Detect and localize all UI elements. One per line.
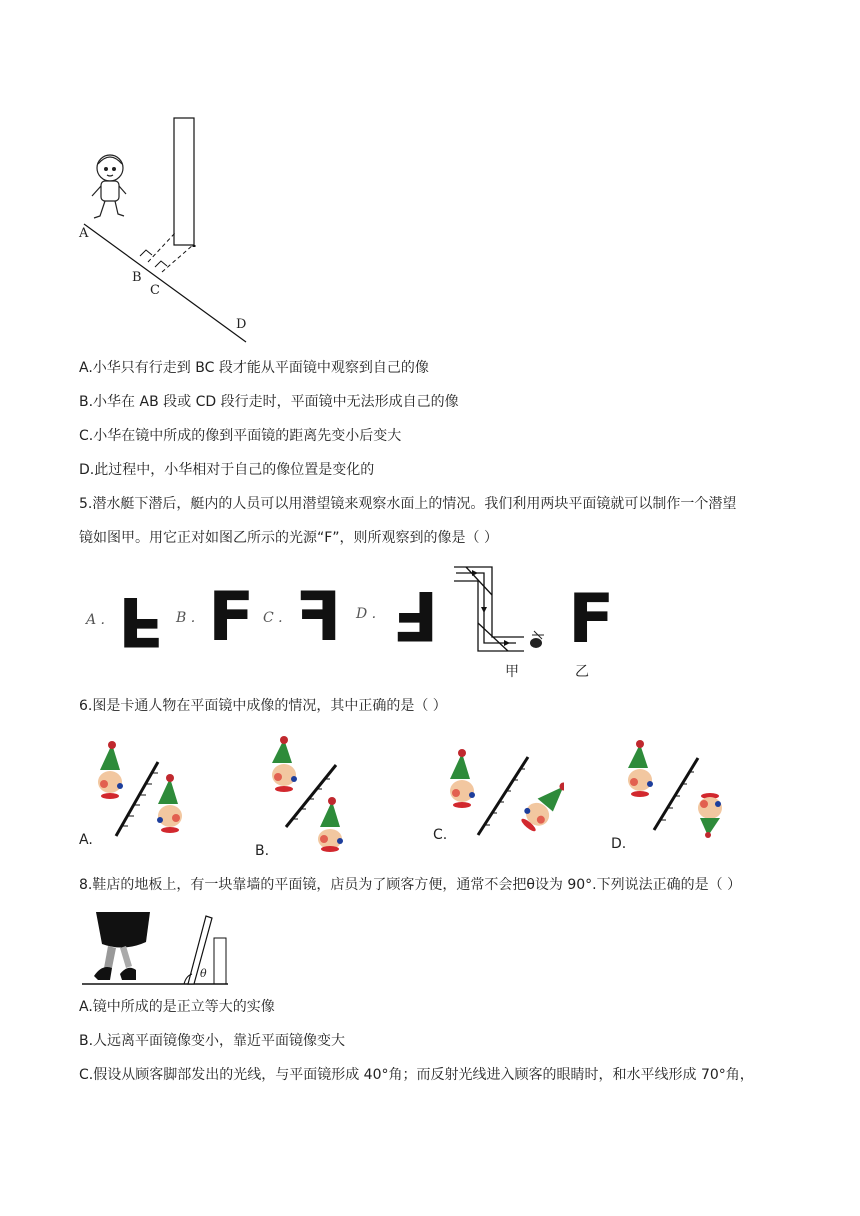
point-label-b: B [132,270,142,285]
q4-option-a: A.小华只有行走到 BC 段才能从平面镜中观察到自己的像 [79,360,429,376]
q6-option-d-label: D. [611,836,627,852]
mirror-walkway-figure [72,112,262,348]
caption-yi: 乙 [575,664,589,680]
q8-option-c: C.假设从顾客脚部发出的光线，与平面镜形成 40°角；而反射光线进入顾客的眼睛时，和水平线形成 70°角， [79,1067,754,1083]
q6-option-d-figure [624,738,734,838]
q6-option-b-figure [266,735,376,855]
q4-option-b: B.小华在 AB 段或 CD 段行走时，平面镜中无法形成自己的像 [79,394,459,410]
q6-text: 6.图是卡通人物在平面镜中成像的情况，其中正确的是（ ） [79,698,447,714]
point-label-c: C [150,283,160,298]
q5-option-b-label: B . [176,610,196,626]
q5-option-c-glyph: F [295,578,342,657]
q6-option-a-figure [90,740,200,840]
point-label-a: A [79,226,89,241]
q5-option-a-glyph: F [118,581,165,660]
q5-text-line2: 镜如图甲。用它正对如图乙所示的光源“F”，则所观察到的像是（ ） [79,530,499,546]
theta-label: θ [200,967,207,980]
periscope-diagram [452,565,560,655]
q6-option-a-label: A. [79,832,93,848]
q5-option-d-glyph: F [392,575,439,654]
q6-option-c-figure [444,745,564,840]
q5-option-b-glyph: F [208,578,255,657]
caption-jia: 甲 [505,664,519,680]
child-figure [92,155,126,218]
q8-text: 8.鞋店的地板上，有一块靠墙的平面镜，店员为了顾客方便，通常不会把θ设为 90°.下列说法正确的是（ ） [79,877,742,893]
q4-option-d: D.此过程中，小华相对于自己的像位置是变化的 [79,462,375,478]
point-label-d: D [236,317,247,332]
q5-option-a-label: A . [86,612,106,628]
q5-option-d-label: D . [356,606,377,622]
q6-option-c-label: C. [433,827,448,843]
q6-option-b-label: B. [255,843,270,859]
q8-option-a: A.镜中所成的是正立等大的实像 [79,999,275,1015]
source-f-glyph: F [568,580,615,659]
q8-option-b: B.人远离平面镜像变小，靠近平面镜像变大 [79,1033,346,1049]
q4-option-c: C.小华在镜中所成的像到平面镜的距离先变小后变大 [79,428,402,444]
q5-text-line1: 5.潜水艇下潜后，艇内的人员可以用潜望镜来观察水面上的情况。我们利用两块平面镜就可以制作一个潜望 [79,496,737,512]
shoe-store-mirror-figure [80,910,230,988]
q5-option-c-label: C . [263,610,283,626]
